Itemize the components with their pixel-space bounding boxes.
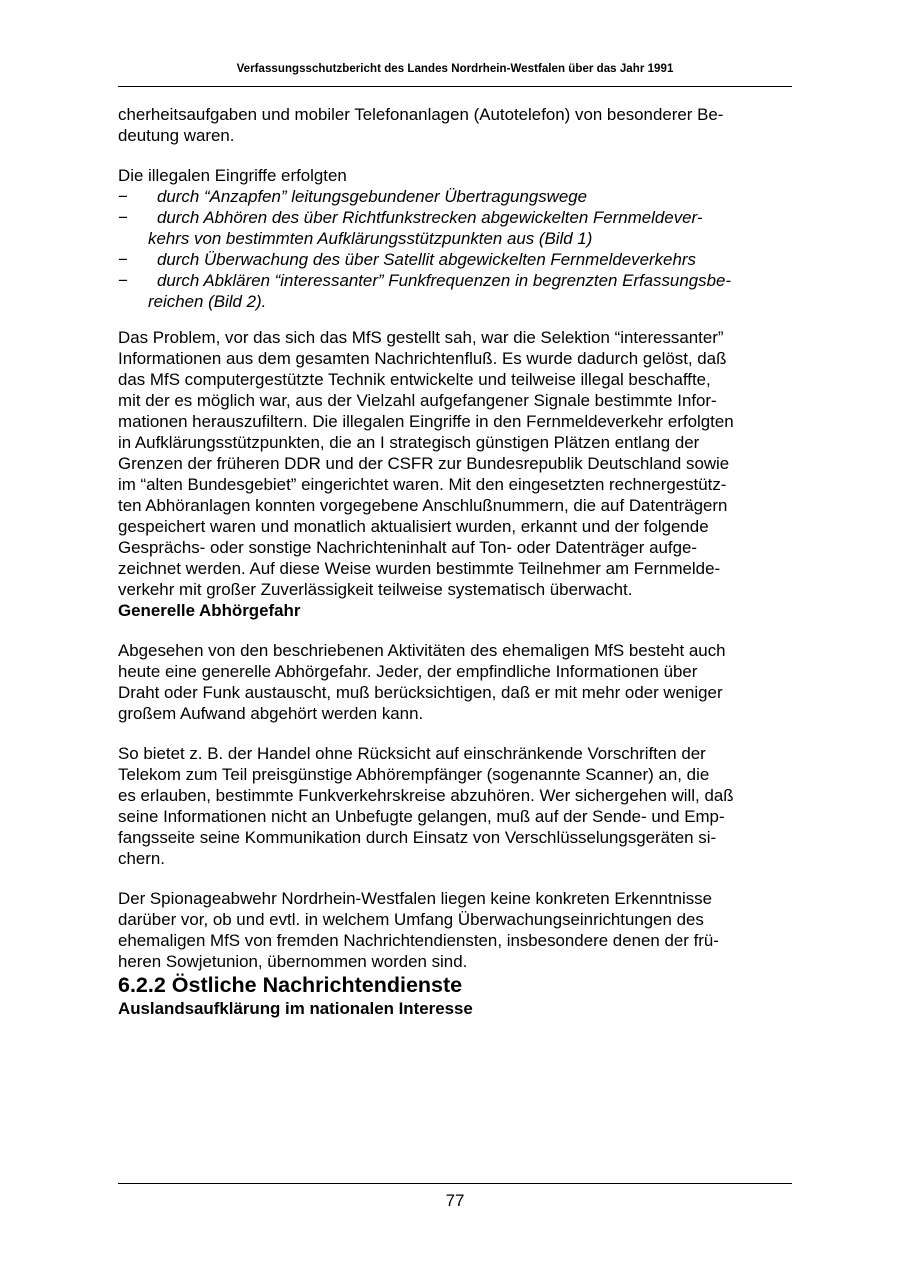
dash-marker: − <box>118 250 128 269</box>
paragraph-4 <box>118 640 792 724</box>
text-line: Grenzen der früheren DDR und der CSFR zur Bundesrepublik Deutschland sowie <box>118 454 730 473</box>
text-line: cherheitsaufgaben und mobiler Telefonanlagen (Autotelefon) von besonderer Be- <box>118 105 724 124</box>
dash-marker: − <box>118 187 128 206</box>
bullet-item <box>118 270 792 312</box>
dash-marker: − <box>118 208 128 227</box>
text-line: darüber vor, ob und evtl. in welchem Umfang Überwachungseinrichtungen des <box>118 910 704 929</box>
text-line: Das Problem, vor das sich das MfS gestellt sah, war die Selektion “interessanter” <box>118 328 724 347</box>
bullet-line: durch Überwachung des über Satellit abgewickelten Fernmeldeverkehrs <box>157 250 696 269</box>
text-line: seine Informationen nicht an Unbefugte gelangen, muß auf der Sende- und Emp- <box>118 807 725 826</box>
text-line: Informationen aus dem gesamten Nachrichtenfluß. Es wurde dadurch gelöst, daß <box>118 349 727 368</box>
text-line: Gesprächs- oder sonstige Nachrichteninhalt auf Ton- oder Datenträger aufge- <box>118 538 697 557</box>
text-line: es erlauben, bestimmte Funkverkehrskreise abzuhören. Wer sichergehen will, daß <box>118 786 734 805</box>
page-number: 77 <box>445 1191 465 1210</box>
text-line: chern. <box>118 849 165 868</box>
text-line: Abgesehen von den beschriebenen Aktivitäten des ehemaligen MfS besteht auch <box>118 641 726 660</box>
section-title: 6.2.2 Östliche Nachrichtendienste <box>118 973 463 997</box>
document-page <box>118 0 792 1273</box>
text-line: ten Abhöranlagen konnten vorgegebene Anschlußnummern, die auf Datenträgern <box>118 496 728 515</box>
bullet-line: reichen (Bild 2). <box>148 292 267 311</box>
text-line: das MfS computergestützte Technik entwickelte und teilweise illegal beschaffte, <box>118 370 711 389</box>
text-line: heute eine generelle Abhörgefahr. Jeder, der empfindliche Informationen über <box>118 662 698 681</box>
paragraph-5 <box>118 743 792 869</box>
dash-marker: − <box>118 271 128 290</box>
text-line: verkehr mit großer Zuverlässigkeit teilweise systematisch überwacht. <box>118 580 633 599</box>
running-header: Verfassungsschutzbericht des Landes Nordrhein-Westfalen über das Jahr 1991 <box>236 63 674 75</box>
subheading-auslandsaufklaerung: Auslandsaufklärung im nationalen Interesse <box>118 999 473 1018</box>
bullet-item <box>118 249 792 270</box>
page-content <box>118 104 792 1019</box>
text-line: fangsseite seine Kommunikation durch Einsatz von Verschlüsselungsgeräten si- <box>118 828 717 847</box>
paragraph-6 <box>118 888 792 972</box>
paragraph-1 <box>118 104 792 146</box>
bullet-line: durch “Anzapfen” leitungsgebundener Übertragungswege <box>157 187 588 206</box>
header-rule <box>118 86 792 87</box>
bullet-line: kehrs von bestimmten Aufklärungsstützpunkten aus (Bild 1) <box>148 229 593 248</box>
text-line: mit der es möglich war, aus der Vielzahl aufgefangener Signale bestimmte Infor- <box>118 391 717 410</box>
text-line: zeichnet werden. Auf diese Weise wurden bestimmte Teilnehmer am Fernmelde- <box>118 559 721 578</box>
text-line: Draht oder Funk austauscht, muß berücksichtigen, daß er mit mehr oder weniger <box>118 683 723 702</box>
text-line: gespeichert waren und monatlich aktualisiert wurden, erkannt und der folgende <box>118 517 709 536</box>
text-line: heren Sowjetunion, übernommen worden sind. <box>118 952 468 971</box>
paragraph-2: Die illegalen Eingriffe erfolgten <box>118 166 347 185</box>
bullet-line: durch Abklären “interessanter” Funkfrequenzen in begrenzten Erfassungsbe- <box>157 271 731 290</box>
text-line: mationen herauszufiltern. Die illegalen Eingriffe in den Fernmeldeverkehr erfolgten <box>118 412 734 431</box>
text-line: ehemaligen MfS von fremden Nachrichtendiensten, insbesondere denen der frü- <box>118 931 719 950</box>
text-line: deutung waren. <box>118 126 235 145</box>
bullet-line: durch Abhören des über Richtfunkstrecken abgewickelten Fernmeldever- <box>157 208 703 227</box>
text-line: Der Spionageabwehr Nordrhein-Westfalen liegen keine konkreten Erkenntnisse <box>118 889 713 908</box>
text-line: im “alten Bundesgebiet” eingerichtet waren. Mit den eingesetzten rechnergestütz- <box>118 475 727 494</box>
bullet-item <box>118 207 792 249</box>
paragraph-3 <box>118 327 792 600</box>
footer-rule <box>118 1183 792 1184</box>
text-line: in Aufklärungsstützpunkten, die an I strategisch günstigen Plätzen entlang der <box>118 433 700 452</box>
text-line: Telekom zum Teil preisgünstige Abhörempfänger (sogenannte Scanner) an, die <box>118 765 710 784</box>
bullet-item <box>118 186 792 207</box>
text-line: großem Aufwand abgehört werden kann. <box>118 704 424 723</box>
subheading-generelle-abhoergefahr: Generelle Abhörgefahr <box>118 601 301 620</box>
text-line: So bietet z. B. der Handel ohne Rücksicht auf einschränkende Vorschriften der <box>118 744 706 763</box>
